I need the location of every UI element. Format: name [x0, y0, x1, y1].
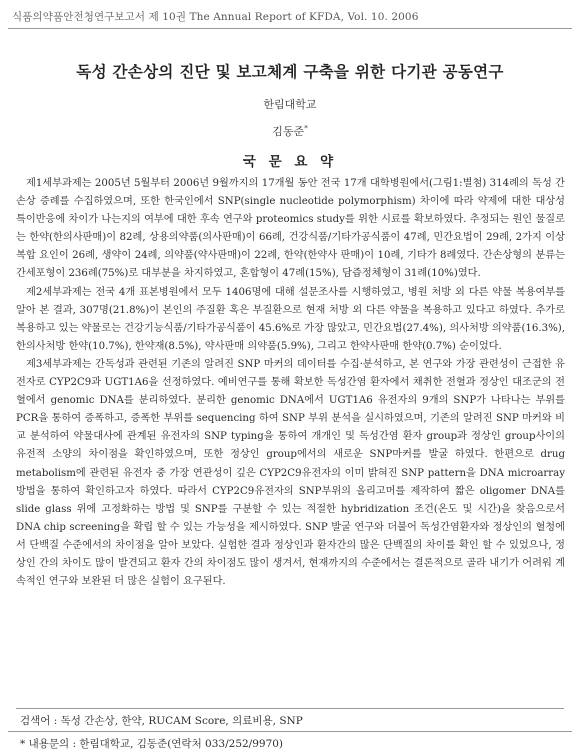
abstract-paragraph-1: 제1세부과제는 2005년 5월부터 2006년 9월까지의 17개월 동안 전국 17개 대학병원에서(그림1:별첨) 314례의 독성 간손상 증례를 수집하였으며, 또한 한국인에서 SNP(single nucleotide polymorphism) 차이에 따라 약제에 대한 대상성 특이반응에 차이가 나는지의 여부에 대한 후속 연구와 proteomics study를 위한 시료를 확보하였다. 추정되는 원인 물질로는 한약(한의사판매)이 82례, 상용의약품(의사판매)이 66례, 건강식품/기타가공식품이 47례, 민간요법이 29례, 2가지 이상 복합 요인이 26례, 생약이 24례, 의약품(약사판매)이 22례, 한약(한약사 판매)이 10례, 기타가 8례였다. 간손상형의 분류는 간세포형이 236례(75%)로 대부분을 차지하였고, 혼합형이 47례(15%), 담즙정체형이 31례(10%)였다.: [16, 178, 565, 280]
abstract-body: [16, 175, 565, 591]
affiliation: 한림대학교: [263, 98, 317, 111]
keywords-line: 검색어 : 독성 간손상, 한약, RUCAM Score, 의료비용, SNP: [20, 715, 303, 727]
document-title: 독성 간손상의 진단 및 보고체계 구축을 위한 다기관 공동연구: [76, 62, 504, 81]
abstract-paragraph-3: 제3세부과제는 간독성과 관련된 기존의 알려진 SNP 마커의 데이터를 수집·분석하고, 본 연구와 가장 관련성이 근접한 유전자로 CYP2C9과 UGT1A6을 선정하였다. 예비연구를 통해 확보한 독성간염 환자에서 채취한 전혈과 정상인 대조군의 전혈에서 genomic DNA를 분리하였다. 분리한 genomic DNA에서 UGT1A6 유전자의 9개의 SNP가 나타나는 부위를 PCR을 통하여 증폭하고, 증폭한 부위를 sequencing 하여 SNP 부위 분석을 실시하였으며, 기존의 알려진 SNP 마커와 비교 분석하여 약물대사에 관계된 유전자의 SNP typing을 통하여 개개인 및 독성간염 환자 group과 정상인 group사이의 유전적 소양의 차이점을 확인하였으며, 또한 정상인 group에서의 새로운 SNP마커를 발굴 하였다. 한편으로 drug metabolism에 관련된 유전자 중 가장 연관성이 깊은 CYP2C9유전자의 이미 밝혀진 SNP pattern을 DNA microarray방법을 통하여 확인하고자 하였다. 따라서 CYP2C9유전자의 SNP부위의 올리고머를 제작하여 짧은 oligomer DNA를 slide glass 위에 고정화하는 방법 및 SNP를 구분할 수 있는 적절한 hybridization 조건(온도 및 시간)을 찾음으로서 DNA chip screening을 확립 할 수 있는 가능성을 제시하였다. SNP 발굴 연구와 더불어 독성간염환자와 정상인의 혈청에서 단백질 수준에서의 차이점을 알아 보았다. 실험한 결과 정상인과 환자간의 많은 단백질의 차이를 확인 할 수 있었으나, 정상인 간의 차이도 많이 발견되고 환자 간의 차이점도 많이 생겨서, 현재까지의 수준에서는 결론적으로 골라 내기가 어려워 계속적인 연구와 보완된 더 많은 실험이 요구된다.: [16, 358, 565, 588]
abstract-paragraph-2: 제2세부과제는 전국 4개 표본병원에서 모두 1406명에 대해 설문조사를 시행하였고, 병원 처방 외 다른 약물 복용여부를 알아 본 결과, 307명(21.8%)이 본인의 주질환 혹은 부질환으로 현재 처방 외 다른 약물을 복용하고 있다고 하였다. 추가로 복용하고 있는 약물로는 건강기능식품/기타가공식품이 45.6%로 가장 많았고, 민간요법(27.4%), 의사처방 의약품(16.3%), 한의사처방 한약(10.7%), 한약재(8.5%), 약사판매 의약품(5.9%), 그리고 한약사판매 한약(0.7%) 순이었다.: [16, 286, 565, 352]
footnote-divider: [8, 731, 572, 732]
running-header: 식품의약품안전청연구보고서 제 10권 The Annual Report of KFDA, Vol. 10. 2006: [12, 11, 419, 23]
author-footnote-mark: *: [304, 124, 308, 133]
contact-footnote: * 내용문의 : 한림대학교, 김동준(연락처 033/252/9970): [20, 738, 284, 750]
keywords-divider: [16, 708, 564, 709]
section-heading: 국 문 요 약: [242, 154, 338, 170]
header-divider: [8, 28, 572, 29]
author-line: [0, 123, 580, 139]
author-name: 김동준: [272, 125, 305, 138]
